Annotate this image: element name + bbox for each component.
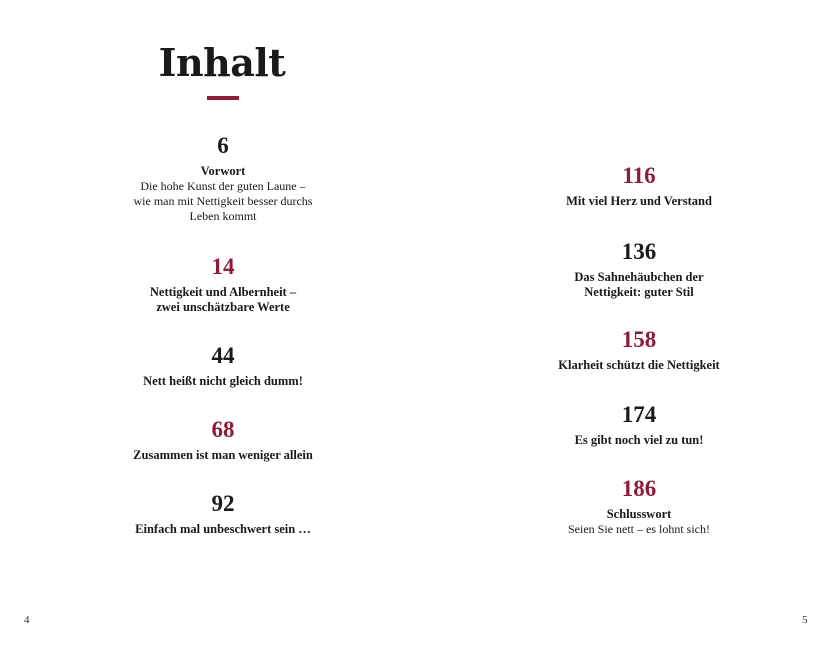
left-page bbox=[0, 0, 416, 648]
toc-page-number: 92 bbox=[211, 491, 235, 516]
toc-entry-viel-zu-tun[interactable] bbox=[508, 401, 770, 448]
toc-entry-schlusswort[interactable] bbox=[508, 475, 770, 537]
toc-page-number: 158 bbox=[621, 327, 657, 352]
toc-heading: Es gibt noch viel zu tun! bbox=[574, 433, 704, 447]
toc-heading: Schlusswort bbox=[606, 507, 672, 521]
folio-left: 4 bbox=[24, 614, 30, 626]
toc-entry-sahnehaeubchen[interactable] bbox=[508, 238, 770, 300]
toc-page-number: 68 bbox=[211, 417, 235, 442]
title-underline bbox=[207, 96, 239, 100]
toc-entry-nettigkeit-albernheit[interactable] bbox=[92, 253, 354, 315]
toc-subheading: Die hohe Kunst der guten Laune – wie man mit Nettigkeit besser durchs Leben kommt bbox=[133, 179, 313, 223]
folio-right: 5 bbox=[802, 614, 808, 626]
toc-page-number: 174 bbox=[621, 402, 657, 427]
toc-page-number: 14 bbox=[211, 254, 235, 279]
toc-heading: Einfach mal unbeschwert sein … bbox=[135, 522, 311, 536]
toc-entry-herz-verstand[interactable] bbox=[508, 162, 770, 209]
toc-entry-nett-heisst[interactable] bbox=[92, 342, 354, 389]
toc-page-number: 186 bbox=[621, 476, 657, 501]
toc-page-number: 116 bbox=[622, 163, 656, 188]
toc-heading: Nett heißt nicht gleich dumm! bbox=[143, 374, 303, 388]
toc-entry-unbeschwert[interactable] bbox=[92, 490, 354, 537]
page-title: Inhalt bbox=[158, 40, 286, 85]
right-page bbox=[416, 0, 833, 648]
toc-heading: Vorwort bbox=[200, 164, 246, 178]
toc-heading: Mit viel Herz und Verstand bbox=[566, 194, 712, 208]
toc-page-number: 6 bbox=[217, 133, 229, 158]
toc-heading: Nettigkeit und Albernheit – zwei unschätzbare Werte bbox=[149, 285, 297, 314]
toc-subheading: Seien Sie nett – es lohnt sich! bbox=[568, 522, 710, 536]
toc-heading: Klarheit schützt die Nettigkeit bbox=[558, 358, 720, 372]
toc-page-number: 44 bbox=[211, 343, 235, 368]
toc-entry-zusammen[interactable] bbox=[92, 416, 354, 463]
toc-heading: Zusammen ist man weniger allein bbox=[133, 448, 313, 462]
toc-heading: Das Sahnehäubchen der Nettigkeit: guter Stil bbox=[574, 270, 704, 299]
toc-page-number: 136 bbox=[621, 239, 657, 264]
toc-entry-klarheit[interactable] bbox=[508, 326, 770, 373]
toc-entry-vorwort[interactable] bbox=[92, 132, 354, 224]
